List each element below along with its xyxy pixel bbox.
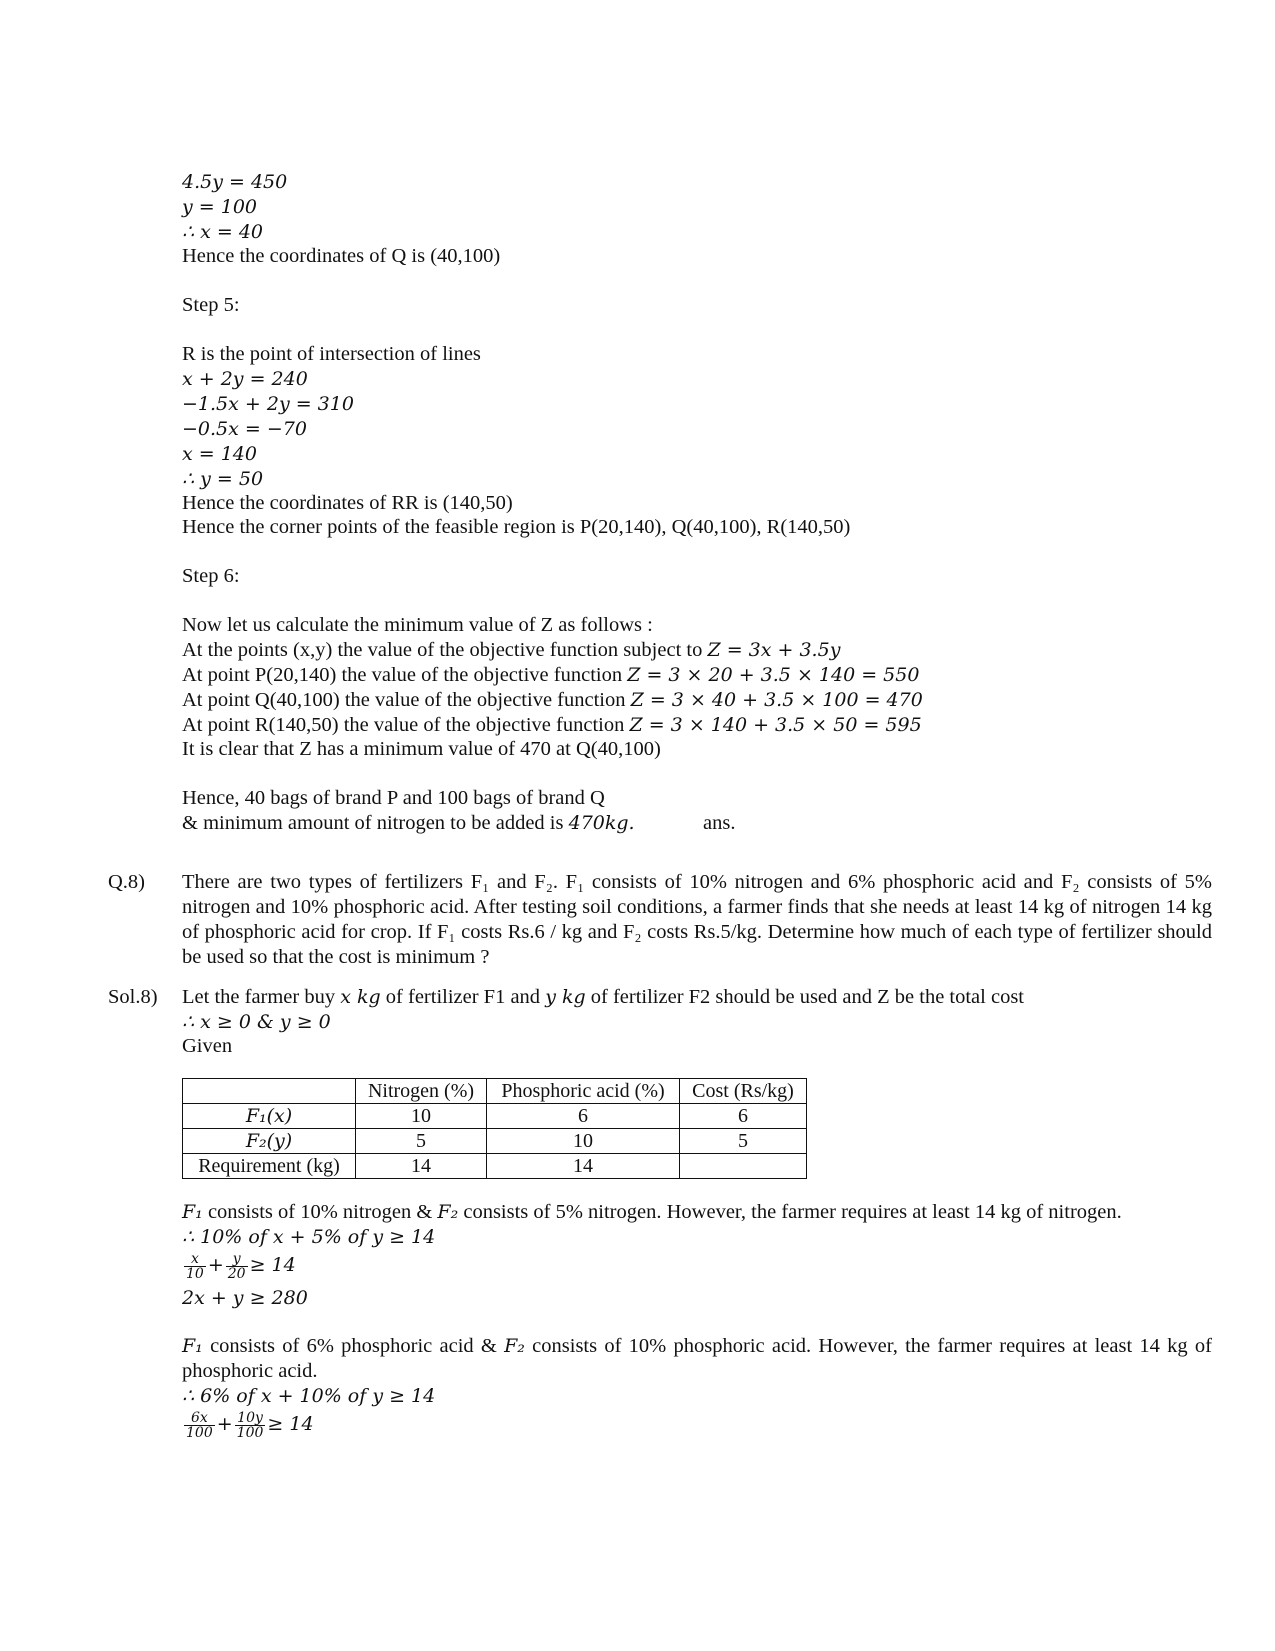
solution-label: Sol.8) xyxy=(108,986,158,1008)
inequality-rhs: ≥ 14 xyxy=(249,1254,296,1276)
equation-line: −1.5x + 2y = 310 xyxy=(182,393,354,415)
fraction-denominator: 100 xyxy=(186,1424,213,1441)
conclusion-math: 470kg. xyxy=(568,812,635,834)
nonneg-constraint: ∴ x ≥ 0 & y ≥ 0 xyxy=(182,1011,331,1033)
fraction-numerator: 10y xyxy=(235,1411,266,1426)
intro-var: y kg xyxy=(545,986,586,1008)
table-row xyxy=(183,1129,807,1154)
table-cell: 10 xyxy=(487,1129,680,1154)
statement-text: consists of 10% nitrogen & xyxy=(202,1201,438,1223)
var-f1: F₁ xyxy=(182,1201,203,1223)
table-header-cell: Nitrogen (%) xyxy=(356,1079,487,1104)
calc-text: At point R(140,50) the value of the objective function xyxy=(182,714,630,736)
var-f1: F₁ xyxy=(182,1335,203,1357)
question-label: Q.8) xyxy=(108,871,146,893)
statement-text: consists of 6% phosphoric acid & xyxy=(202,1335,505,1357)
intro-text: Let the farmer buy xyxy=(182,986,341,1008)
statement-text: consists of 5% nitrogen. However, the farmer requires at least 14 kg of nitrogen. xyxy=(458,1201,1122,1223)
conclusion-text: & minimum amount of nitrogen to be added is xyxy=(182,812,569,834)
fraction xyxy=(235,1411,266,1440)
table-cell: 5 xyxy=(356,1129,487,1154)
step-heading: Step 6: xyxy=(182,565,240,587)
calc-intro: Now let us calculate the minimum value of Z as follows : xyxy=(182,614,653,636)
fraction xyxy=(226,1252,248,1281)
nitrogen-inequality: ∴ 10% of x + 5% of y ≥ 14 xyxy=(182,1226,436,1248)
nitrogen-inequality: 2x + y ≥ 280 xyxy=(182,1287,308,1309)
intro-text: of fertilizer F2 should be used and Z be the total cost xyxy=(585,986,1024,1008)
corner-points: Hence the corner points of the feasible region is P(20,140), Q(40,100), R(140,50) xyxy=(182,516,851,538)
solution-intro xyxy=(182,985,1024,1009)
intro-var: x kg xyxy=(340,986,381,1008)
table-cell xyxy=(680,1154,807,1179)
nitrogen-statement xyxy=(182,1200,1122,1224)
fraction-denominator: 20 xyxy=(227,1265,246,1282)
r-coordinates: Hence the coordinates of RR is (140,50) xyxy=(182,492,513,514)
table-cell: 6 xyxy=(680,1104,807,1129)
nitrogen-fraction-inequality: $\frac{x}{10}$ + $\frac{y}{20}$ ≥ 14 xyxy=(186,1250,296,1282)
equation-line: y = 100 xyxy=(182,196,257,218)
given-label: Given xyxy=(182,1035,233,1057)
fraction-denominator: 100 xyxy=(236,1424,264,1441)
table-cell: Requirement (kg) xyxy=(183,1154,356,1179)
table-cell: F₂(y) xyxy=(183,1129,356,1154)
question-text: There are two types of fertilizers F₁ and F₂. F₁ consists of 10% nitrogen and 6% phosphoric acid and F₂ consists of 5% nitrogen and 10% phosphoric acid. After testing soil conditions, a farmer finds that she needs at least 14 kg of nitrogen 14 kg of phosphoric acid for crop. If F₁ costs Rs.6 / kg and F₂ costs Rs.5/kg. Determine how much of each type of fertilizer should be used so that the cost is minimum ? xyxy=(182,871,1212,968)
fertilizer-table xyxy=(182,1078,807,1179)
calc-math: Z = 3 × 140 + 3.5 × 50 = 595 xyxy=(629,714,922,736)
equation-line: x = 140 xyxy=(182,443,257,465)
equation-line: −0.5x = −70 xyxy=(182,418,307,440)
equation-line: ∴ x = 40 xyxy=(182,221,264,243)
inequality-rhs: ≥ 14 xyxy=(267,1413,314,1435)
equation-line: x + 2y = 240 xyxy=(182,368,308,390)
table-cell: 5 xyxy=(680,1129,807,1154)
table-cell: 14 xyxy=(487,1154,680,1179)
phosphoric-inequality: ∴ 6% of x + 10% of y ≥ 14 xyxy=(182,1385,436,1407)
calc-line xyxy=(182,713,922,737)
min-statement: It is clear that Z has a minimum value of 470 at Q(40,100) xyxy=(182,738,661,760)
ans-label: ans. xyxy=(703,812,736,834)
phosphoric-fraction-inequality: $\frac{6x}{100}$ + $\frac{10y}{100}$ ≥ 14 xyxy=(186,1409,314,1441)
conclusion-line xyxy=(182,811,1182,835)
table-header-cell: Cost (Rs/kg) xyxy=(680,1079,807,1104)
calc-line xyxy=(182,663,919,687)
calc-math: Z = 3x + 3.5y xyxy=(707,639,841,661)
calc-math: Z = 3 × 20 + 3.5 × 140 = 550 xyxy=(627,664,920,686)
fraction-numerator: y xyxy=(226,1252,248,1267)
table-cell: 14 xyxy=(356,1154,487,1179)
table-header-row xyxy=(183,1079,807,1104)
calc-line xyxy=(182,688,923,712)
r-intro: R is the point of intersection of lines xyxy=(182,343,481,365)
table-header-cell xyxy=(183,1079,356,1104)
calc-math: Z = 3 × 40 + 3.5 × 100 = 470 xyxy=(630,689,923,711)
fraction-denominator: 10 xyxy=(186,1265,204,1282)
calc-text: At point P(20,140) the value of the objective function xyxy=(182,664,628,686)
statement-text: consists of 10% phosphoric acid. However, the farmer requires at least 14 kg of phosphoric acid. xyxy=(182,1335,1212,1382)
var-f2: F₂ xyxy=(437,1201,459,1223)
equation-line: ∴ y = 50 xyxy=(182,468,264,490)
table-cell: F₁(x) xyxy=(183,1104,356,1129)
q-coordinates: Hence the coordinates of Q is (40,100) xyxy=(182,245,501,267)
fraction xyxy=(184,1252,206,1281)
calc-line xyxy=(182,638,840,662)
calc-text: At the points (x,y) the value of the objective function subject to xyxy=(182,639,708,661)
fraction-numerator: 6x xyxy=(184,1411,215,1426)
calc-text: At point Q(40,100) the value of the objective function xyxy=(182,689,631,711)
table-cell: 10 xyxy=(356,1104,487,1129)
intro-text: of fertilizer F1 and xyxy=(380,986,546,1008)
step-heading: Step 5: xyxy=(182,294,240,316)
table-row xyxy=(183,1154,807,1179)
conclusion-line: Hence, 40 bags of brand P and 100 bags of brand Q xyxy=(182,787,605,809)
table-header-cell: Phosphoric acid (%) xyxy=(487,1079,680,1104)
fraction-numerator: x xyxy=(184,1252,206,1267)
table-row xyxy=(183,1104,807,1129)
fraction xyxy=(184,1411,215,1440)
equation-line: 4.5y = 450 xyxy=(182,171,288,193)
table-cell: 6 xyxy=(487,1104,680,1129)
phosphoric-statement xyxy=(182,1334,1212,1384)
var-f2: F₂ xyxy=(504,1335,525,1357)
